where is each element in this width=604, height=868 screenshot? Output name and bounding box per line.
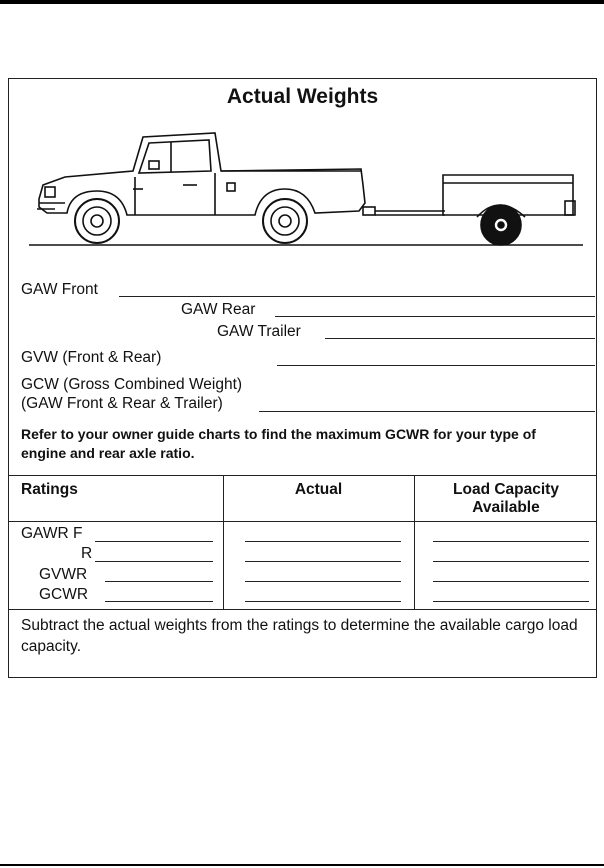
gawr-rear-available-line[interactable] bbox=[433, 561, 589, 562]
owner-guide-note: Refer to your owner guide charts to find the maximum GCWR for your type of engine and rear axle ratio. bbox=[21, 426, 536, 461]
actual-header: Actual bbox=[294, 481, 343, 498]
gcwr-actual-line[interactable] bbox=[245, 601, 401, 602]
pickup-truck-with-trailer-icon bbox=[25, 127, 585, 249]
instructions-footer: Subtract the actual weights from the ratings to determine the available cargo load capacity. bbox=[21, 617, 578, 655]
gawr-front-rating-line[interactable] bbox=[95, 541, 213, 542]
load-capacity-header bbox=[414, 481, 598, 517]
gawr-rear-rating-line[interactable] bbox=[95, 561, 213, 562]
gcwr-available-line[interactable] bbox=[433, 601, 589, 602]
gcwr-rating-line[interactable] bbox=[105, 601, 213, 602]
worksheet-title: Actual Weights bbox=[226, 85, 379, 108]
gaw-trailer-label: GAW Trailer bbox=[217, 323, 301, 340]
gvwr-actual-line[interactable] bbox=[245, 581, 401, 582]
gawr-rear-actual-line[interactable] bbox=[245, 561, 401, 562]
table-bottom-rule bbox=[9, 609, 596, 610]
gcwr-label: GCWR bbox=[39, 586, 89, 603]
gcw-line[interactable] bbox=[259, 411, 595, 412]
gawr-rear-label: R bbox=[81, 545, 93, 562]
bottom-rule bbox=[0, 864, 604, 866]
load-capacity-header-line1: Load Capacity bbox=[453, 481, 559, 498]
gcw-label: GCW (Gross Combined Weight) bbox=[21, 376, 243, 393]
gvwr-label: GVWR bbox=[39, 566, 88, 583]
ratings-header: Ratings bbox=[21, 481, 78, 498]
gvwr-available-line[interactable] bbox=[433, 581, 589, 582]
gaw-rear-label: GAW Rear bbox=[181, 301, 256, 318]
gaw-trailer-line[interactable] bbox=[325, 338, 595, 339]
gvwr-rating-line[interactable] bbox=[105, 581, 213, 582]
gcw-sublabel: (GAW Front & Rear & Trailer) bbox=[21, 395, 223, 412]
gaw-rear-line[interactable] bbox=[275, 316, 595, 317]
load-capacity-header-line2: Available bbox=[472, 499, 540, 516]
table-header-rule bbox=[9, 521, 596, 522]
actual-weights-worksheet bbox=[8, 78, 597, 678]
gvw-line[interactable] bbox=[277, 365, 595, 366]
gawr-front-label: GAWR F bbox=[21, 525, 83, 542]
gaw-front-label: GAW Front bbox=[21, 281, 98, 298]
gawr-front-actual-line[interactable] bbox=[245, 541, 401, 542]
gaw-front-line[interactable] bbox=[119, 296, 595, 297]
table-top-rule bbox=[9, 475, 596, 476]
top-rule bbox=[0, 0, 604, 4]
gvw-label: GVW (Front & Rear) bbox=[21, 349, 162, 366]
gawr-front-available-line[interactable] bbox=[433, 541, 589, 542]
